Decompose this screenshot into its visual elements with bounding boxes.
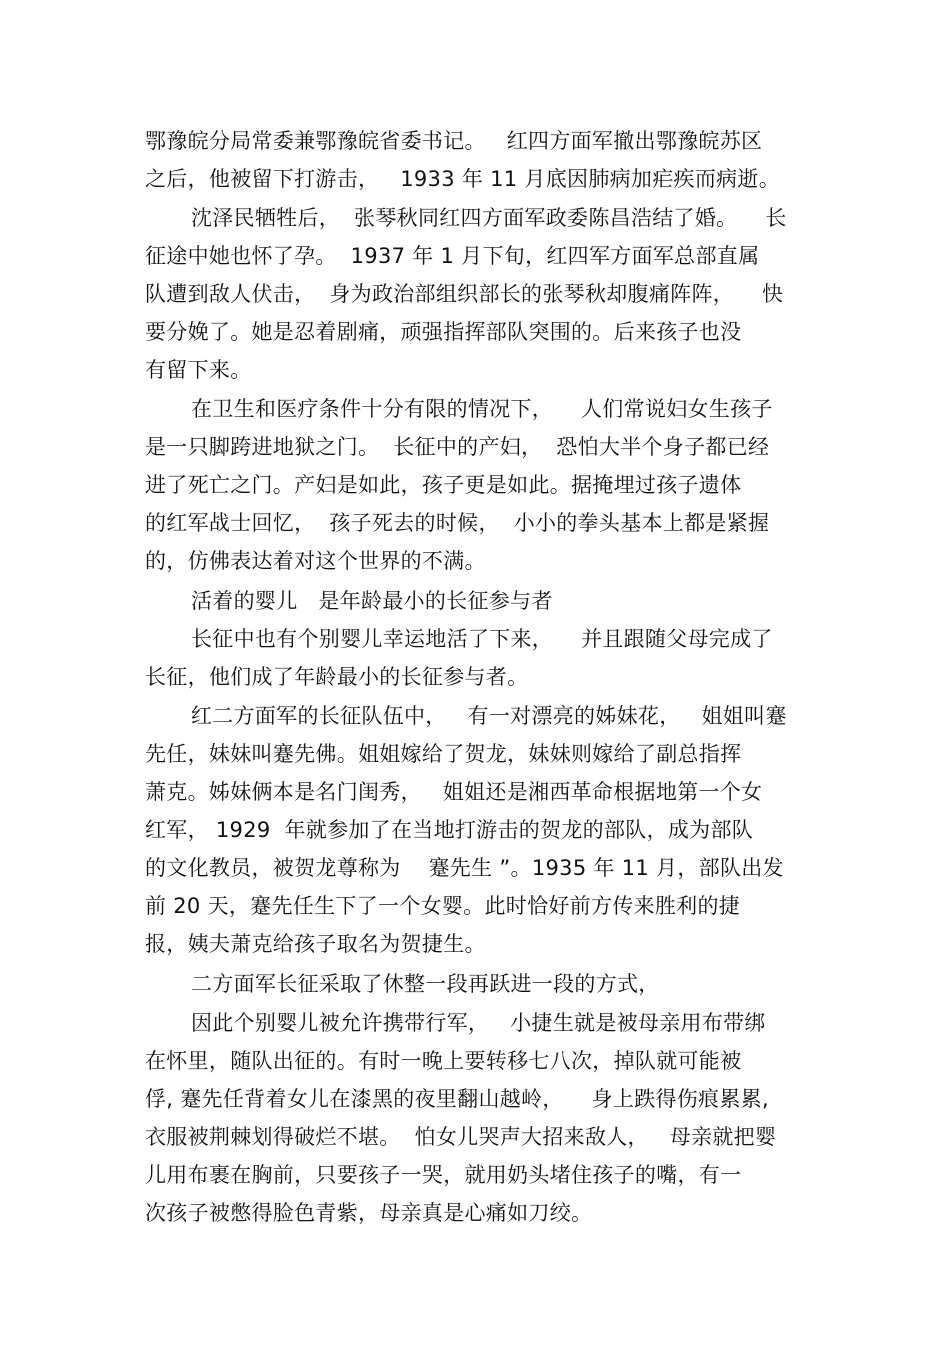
text-line: 队遭到敌人伏击， 身为政治部组织部长的张琴秋却腹痛阵阵， 快 bbox=[145, 282, 784, 306]
text-line: 鄂豫皖分局常委兼鄂豫皖省委书记。 红四方面军撤出鄂豫皖苏区 bbox=[145, 129, 763, 153]
text-line: 前 20 天，蹇先任生下了一个女婴。此时恰好前方传来胜利的捷 bbox=[145, 894, 741, 918]
text-line: 的，仿佛表达着对这个世界的不满。 bbox=[145, 549, 486, 573]
paragraph-start-line: 二方面军长征采取了休整一段再跃进一段的方式， bbox=[191, 972, 660, 996]
text-line: 的文化教员，被贺龙尊称为 蹇先生 ”。1935 年 11 月，部队出发 bbox=[145, 856, 784, 880]
text-line: 长征，他们成了年龄最小的长征参与者。 bbox=[145, 665, 529, 689]
text-line: 的红军战士回忆， 孩子死去的时候， 小小的拳头基本上都是紧握 bbox=[145, 511, 770, 535]
paragraph-start-line: 因此个别婴儿被允许携带行军， 小捷生就是被母亲用布带绑 bbox=[191, 1011, 766, 1035]
text-line: 次孩子被憋得脸色青紫，母亲真是心痛如刀绞。 bbox=[145, 1201, 593, 1225]
text-line: 萧克。姊妹俩本是名门闺秀， 姐姐还是湘西革命根据地第一个女 bbox=[145, 780, 763, 804]
paragraph-start-line: 长征中也有个别婴儿幸运地活了下来， 并且跟随父母完成了 bbox=[191, 627, 773, 651]
text-line: 有留下来。 bbox=[145, 358, 252, 382]
text-line: 报，姨夫萧克给孩子取名为贺捷生。 bbox=[145, 932, 486, 956]
paragraph-start-line: 沈泽民牺牲后， 张琴秋同红四方面军政委陈昌浩结了婚。 长 bbox=[191, 206, 787, 230]
text-line: 之后，他被留下打游击， 1933 年 11 月底因肺病加疟疾而病逝。 bbox=[145, 167, 781, 191]
text-line: 俘, 蹇先任背着女儿在漆黑的夜里翻山越岭， 身上跌得伤痕累累, bbox=[145, 1087, 769, 1111]
text-line: 红军， 1929 年就参加了在当地打游击的贺龙的部队，成为部队 bbox=[145, 818, 754, 842]
text-line: 是一只脚跨进地狱之门。 长征中的产妇， 恐怕大半个身子都已经 bbox=[145, 435, 770, 459]
section-heading: 活着的婴儿 是年龄最小的长征参与者 bbox=[191, 589, 553, 613]
paragraph-start-line: 红二方面军的长征队伍中， 有一对漂亮的姊妹花， 姐姐叫蹇 bbox=[191, 704, 787, 728]
paragraph-start-line: 在卫生和医疗条件十分有限的情况下， 人们常说妇女生孩子 bbox=[191, 397, 773, 421]
text-line: 衣服被荆棘划得破烂不堪。 怕女儿哭声大招来敌人， 母亲就把婴 bbox=[145, 1125, 777, 1149]
text-line: 要分娩了。她是忍着剧痛，顽强指挥部队突围的。后来孩子也没 bbox=[145, 320, 742, 344]
text-line: 征途中她也怀了孕。 1937 年 1 月下旬，红四军方面军总部直属 bbox=[145, 244, 760, 268]
text-line: 儿用布裹在胸前，只要孩子一哭，就用奶头堵住孩子的嘴，有一 bbox=[145, 1163, 742, 1187]
text-line: 进了死亡之门。产妇是如此，孩子更是如此。据掩埋过孩子遗体 bbox=[145, 473, 742, 497]
text-line: 先任，妹妹叫蹇先佛。姐姐嫁给了贺龙，妹妹则嫁给了副总指挥 bbox=[145, 742, 742, 766]
text-line: 在怀里，随队出征的。有时一晚上要转移七八次，掉队就可能被 bbox=[145, 1049, 742, 1073]
